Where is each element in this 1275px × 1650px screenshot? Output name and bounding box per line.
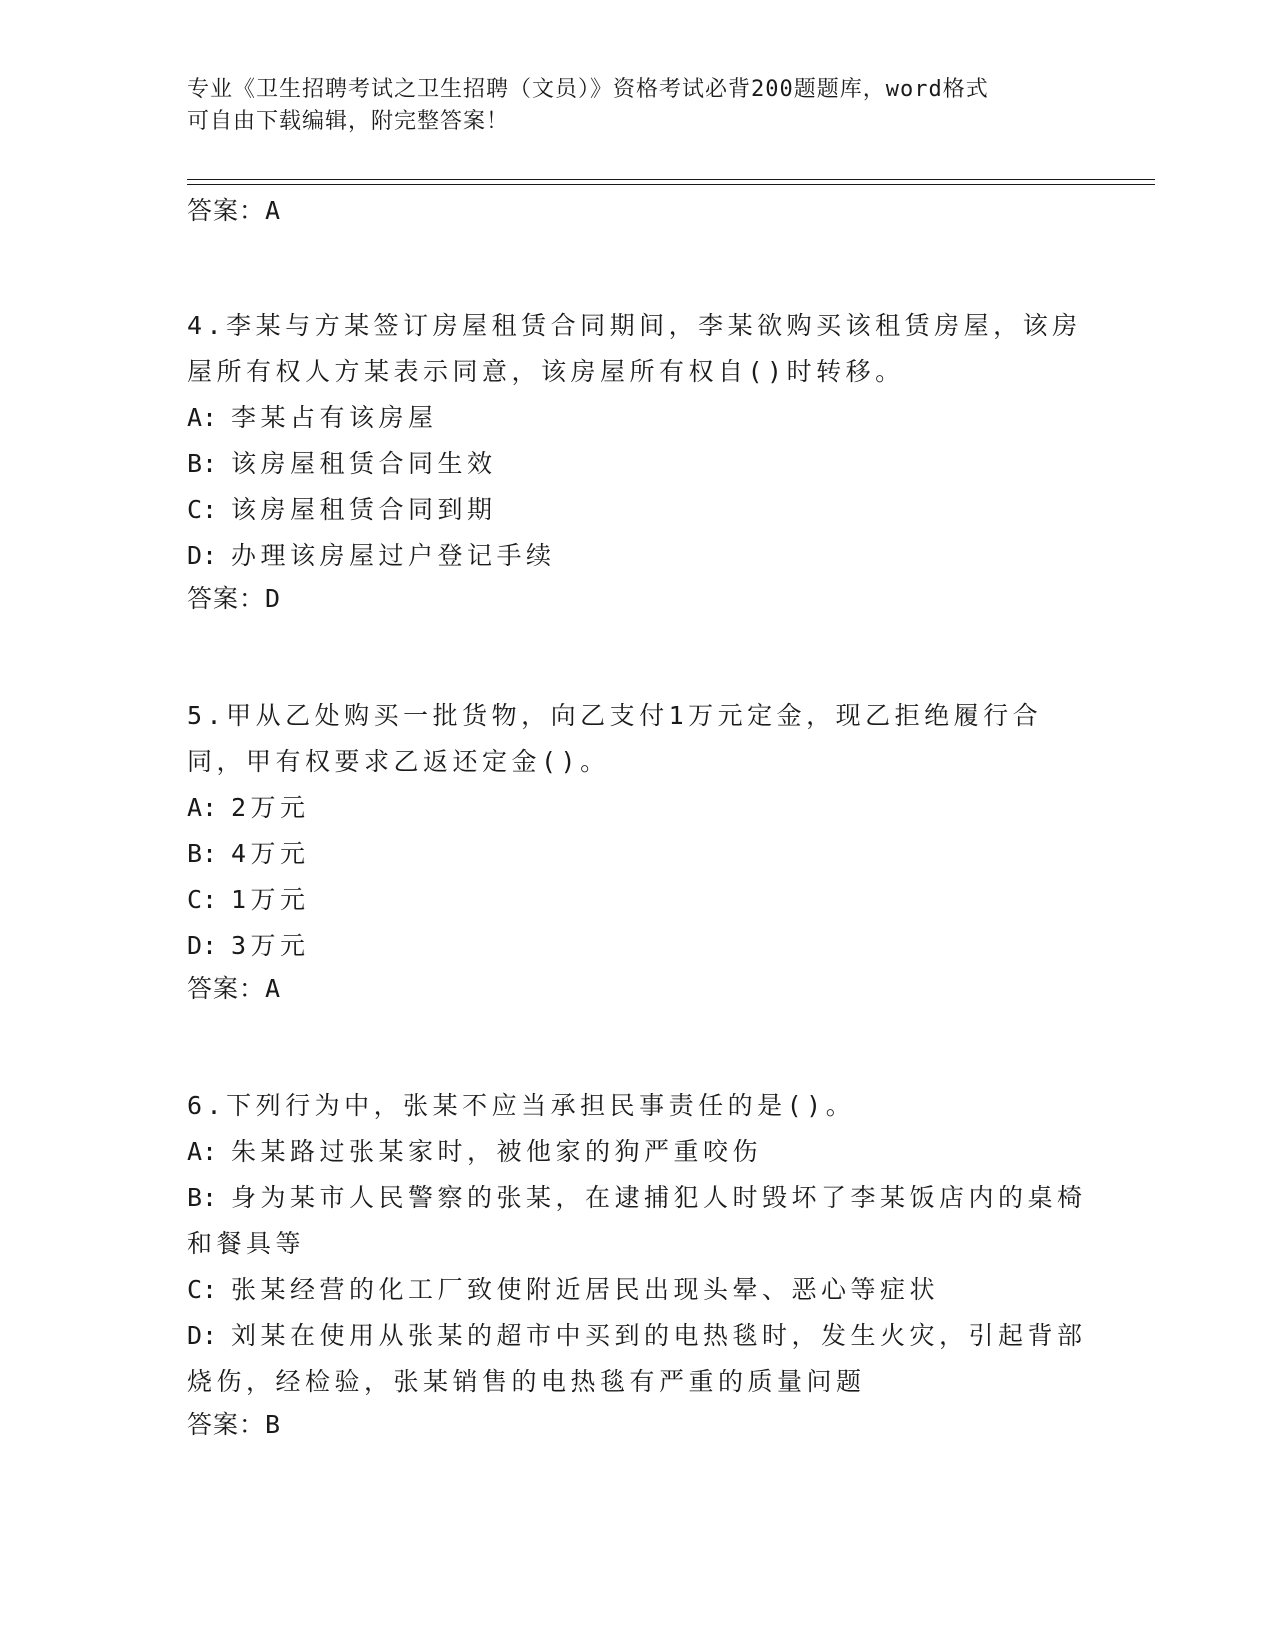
option-b — [187, 441, 1087, 487]
question-list — [187, 193, 1087, 1445]
option-letter: B: — [187, 1183, 218, 1212]
option-text: 张某经营的化工厂致使附近居民出现头晕、恶心等症状 — [231, 1275, 940, 1304]
option-text: 1万元 — [231, 885, 310, 914]
option-letter: D: — [187, 931, 218, 960]
option-text: 2万元 — [231, 793, 310, 822]
header-title-line2: 可自由下载编辑，附完整答案！ — [187, 109, 510, 134]
option-letter: A: — [187, 793, 218, 822]
option-text: 4万元 — [231, 839, 310, 868]
answer-label: 答案：B — [187, 1410, 282, 1439]
option-letter: B: — [187, 449, 218, 478]
option-d — [187, 1313, 1087, 1405]
option-c — [187, 487, 1087, 533]
option-text: 3万元 — [231, 931, 310, 960]
question-text: 5.甲从乙处购买一批货物，向乙支付1万元定金，现乙拒绝履行合同，甲有权要求乙返还定金()。 — [187, 701, 1043, 776]
header-divider-bottom — [187, 184, 1155, 185]
option-a — [187, 785, 1087, 831]
option-letter: C: — [187, 885, 218, 914]
option-text: 刘某在使用从张某的超市中买到的电热毯时，发生火灾，引起背部烧伤，经检验，张某销售的电热毯有严重的质量问题 — [187, 1321, 1087, 1396]
question-item — [187, 303, 1087, 619]
option-c — [187, 877, 1087, 923]
option-b — [187, 831, 1087, 877]
option-b — [187, 1175, 1087, 1267]
option-c — [187, 1267, 1087, 1313]
option-letter: D: — [187, 541, 218, 570]
answer-label: 答案：A — [187, 974, 282, 1003]
option-letter: B: — [187, 839, 218, 868]
question-text: 6.下列行为中，张某不应当承担民事责任的是()。 — [187, 1091, 856, 1120]
header-divider-top — [187, 179, 1155, 180]
document-header — [187, 74, 1087, 138]
option-letter: A: — [187, 1137, 218, 1166]
option-text: 身为某市人民警察的张某，在逮捕犯人时毁坏了李某饭店内的桌椅和餐具等 — [187, 1183, 1087, 1258]
question-text: 4.李某与方某签订房屋租赁合同期间，李某欲购买该租赁房屋，该房屋所有权人方某表示同意，该房屋所有权自()时转移。 — [187, 311, 1082, 386]
option-letter: C: — [187, 495, 218, 524]
option-d — [187, 923, 1087, 969]
option-a — [187, 395, 1087, 441]
question-item — [187, 1083, 1087, 1445]
option-d — [187, 533, 1087, 579]
answer-label: 答案：D — [187, 584, 282, 613]
option-text: 办理该房屋过户登记手续 — [231, 541, 556, 570]
header-title-line1: 专业《卫生招聘考试之卫生招聘（文员）》资格考试必背200题题库，word格式 — [187, 77, 989, 102]
option-text: 李某占有该房屋 — [231, 403, 438, 432]
option-letter: C: — [187, 1275, 218, 1304]
question-item — [187, 693, 1087, 1009]
option-text: 该房屋租赁合同生效 — [231, 449, 497, 478]
option-text: 该房屋租赁合同到期 — [231, 495, 497, 524]
option-text: 朱某路过张某家时，被他家的狗严重咬伤 — [231, 1137, 763, 1166]
answer-label: 答案：A — [187, 196, 282, 225]
option-letter: D: — [187, 1321, 218, 1350]
option-a — [187, 1129, 1087, 1175]
option-letter: A: — [187, 403, 218, 432]
